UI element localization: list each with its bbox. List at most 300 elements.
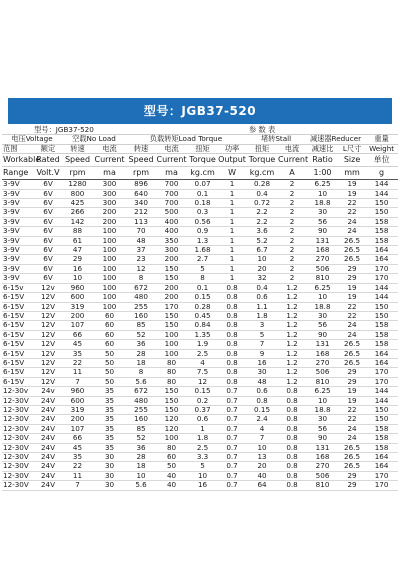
table-cell: 4 [187,358,218,367]
header-en-cell: Workable [2,154,34,167]
table-cell: 6.25 [306,387,339,396]
table-cell: 0.8 [278,434,306,443]
table-row [2,293,398,302]
header-cn-cell: 转速 [126,144,156,153]
table-cell: 18.8 [306,302,339,311]
table-cell: 12-30V [2,424,34,433]
table-cell: 29 [62,255,93,264]
table-cell: 0.8 [218,283,246,292]
table-cell: 60 [93,340,126,349]
table-cell: 45 [62,340,93,349]
table-cell: 150 [365,302,398,311]
table-cell: 30 [93,471,126,480]
table-cell: 12-30V [2,453,34,462]
spec-table-wrapper [2,126,398,491]
table-cell: 30 [306,311,339,320]
table-cell: 22 [339,199,365,208]
table-cell: 35 [93,415,126,424]
table-cell: 319 [62,405,93,414]
table-cell: 158 [365,340,398,349]
table-cell: 29 [339,274,365,283]
header-unit-cell: 1:00 [306,167,339,180]
table-cell: 0.72 [246,199,278,208]
table-cell: 672 [126,283,156,292]
table-cell: 1.8 [246,311,278,320]
table-cell: 144 [365,283,398,292]
table-row [2,180,398,189]
table-cell: 6V [34,246,62,255]
table-cell: 56 [306,321,339,330]
table-cell: 170 [365,274,398,283]
table-cell: 3.3 [187,453,218,462]
spec-table [2,126,398,491]
table-cell: 200 [93,217,126,226]
table-cell: 22 [62,462,93,471]
table-cell: 16 [62,264,93,273]
table-cell: 100 [93,236,126,245]
table-cell: 7 [62,481,93,490]
group-load-torque: 负载转矩Load Torque [126,135,246,144]
header-cn-cell: 范围 [2,144,34,153]
table-cell: 150 [156,405,187,414]
table-cell: 200 [156,283,187,292]
table-cell: 26.5 [339,340,365,349]
table-cell: 1 [218,264,246,273]
table-cell: 6V [34,264,62,273]
table-cell: 12V [34,330,62,339]
table-cell: 12V [34,349,62,358]
header-row-en [2,154,398,167]
table-cell: 12-30V [2,462,34,471]
table-cell: 170 [365,481,398,490]
table-cell: 100 [156,330,187,339]
table-cell: 0.56 [187,217,218,226]
table-cell: 300 [93,199,126,208]
header-en-cell: 单位 [365,154,398,167]
table-cell: 30 [306,208,339,217]
table-cell: 85 [126,424,156,433]
table-cell: 158 [365,321,398,330]
table-cell: 52 [126,330,156,339]
header-en-cell: Current [278,154,306,167]
table-cell: 1.2 [278,349,306,358]
table-cell: 8 [126,368,156,377]
spec-table-body [2,126,398,490]
table-cell: 100 [156,349,187,358]
group-weight: 重量 [365,135,398,144]
table-cell: 2.7 [187,255,218,264]
header-en-cell: Speed [62,154,93,167]
header-en-cell: Output [218,154,246,167]
group-voltage: 电压Voltage [2,135,62,144]
table-cell: 0.8 [218,368,246,377]
table-cell: 80 [156,368,187,377]
table-cell: 19 [339,396,365,405]
table-cell: 24V [34,462,62,471]
table-cell: 12-30V [2,481,34,490]
table-cell: 1 [218,236,246,245]
table-cell: 36 [126,340,156,349]
table-cell: 12V [34,377,62,386]
table-cell: 35 [93,396,126,405]
table-cell: 107 [62,424,93,433]
table-cell: 672 [126,387,156,396]
header-unit-cell: W [218,167,246,180]
table-cell: 1.2 [278,283,306,292]
table-cell: 6-15V [2,340,34,349]
table-cell: 158 [365,217,398,226]
table-cell: 5.6 [126,481,156,490]
table-cell: 6.25 [306,180,339,189]
header-cn-cell: 扭矩 [246,144,278,153]
table-cell: 40 [246,471,278,480]
header-unit-cell: Range [2,167,34,180]
table-cell: 0.8 [278,443,306,452]
table-cell: 100 [93,283,126,292]
table-cell: 1 [218,199,246,208]
table-cell: 300 [156,246,187,255]
table-cell: 37 [126,246,156,255]
table-cell: 158 [365,330,398,339]
table-cell: 107 [62,321,93,330]
table-cell: 168 [306,349,339,358]
header-unit-cell: kg.cm [246,167,278,180]
header-unit-cell: rpm [62,167,93,180]
table-cell: 40 [156,471,187,480]
table-cell: 170 [365,264,398,273]
table-cell: 270 [306,255,339,264]
table-cell: 144 [365,189,398,198]
table-cell: 0.8 [278,471,306,480]
table-cell: 168 [306,453,339,462]
table-cell: 30 [93,453,126,462]
table-cell: 200 [62,311,93,320]
table-cell: 1 [218,255,246,264]
table-cell: 3-9V [2,227,34,236]
table-cell: 30 [93,462,126,471]
table-cell: 3-9V [2,264,34,273]
table-cell: 6-15v [2,283,34,292]
table-cell: 24 [339,321,365,330]
table-cell: 255 [126,405,156,414]
table-cell: 1.2 [278,321,306,330]
table-cell: 10 [187,471,218,480]
table-cell: 3-9V [2,246,34,255]
header-cn-cell: 电流 [93,144,126,153]
table-cell: 100 [93,293,126,302]
table-cell: 0.9 [187,227,218,236]
table-cell: 19 [339,180,365,189]
table-cell: 150 [365,415,398,424]
table-cell: 1.9 [187,340,218,349]
table-cell: 12V [34,293,62,302]
table-row [2,415,398,424]
table-cell: 150 [365,208,398,217]
table-cell: 85 [126,321,156,330]
table-cell: 12V [34,340,62,349]
table-cell: 506 [306,368,339,377]
table-cell: 120 [156,424,187,433]
table-cell: 0.8 [218,340,246,349]
table-cell: 0.8 [246,396,278,405]
table-cell: 3-9V [2,217,34,226]
table-cell: 2 [278,264,306,273]
table-cell: 0.7 [218,462,246,471]
table-cell: 2 [278,189,306,198]
table-cell: 8 [126,274,156,283]
table-cell: 500 [156,208,187,217]
table-cell: 64 [246,481,278,490]
table-cell: 10 [306,396,339,405]
table-cell: 158 [365,227,398,236]
table-cell: 0.37 [187,405,218,414]
table-cell: 0.2 [187,396,218,405]
table-cell: 60 [156,453,187,462]
table-cell: 12-30V [2,415,34,424]
table-cell: 2 [278,199,306,208]
group-reducer: 减速器Reducer [306,135,365,144]
table-cell: 1 [218,274,246,283]
group-no-load: 空载No Load [62,135,126,144]
table-cell: 18.8 [306,405,339,414]
table-cell: 0.8 [218,311,246,320]
table-cell: 506 [306,264,339,273]
table-cell: 24V [34,396,62,405]
table-cell: 480 [126,396,156,405]
table-cell: 0.8 [218,330,246,339]
table-cell: 47 [62,246,93,255]
table-cell: 160 [126,311,156,320]
table-cell: 22 [62,358,93,367]
table-cell: 24V [34,424,62,433]
table-cell: 16 [246,358,278,367]
table-cell: 3-9V [2,180,34,189]
table-cell: 10 [246,255,278,264]
table-cell: 13 [246,453,278,462]
table-cell: 24V [34,453,62,462]
table-cell: 150 [365,311,398,320]
param-table-label: 参 数 表 [126,126,398,135]
table-cell: 6-15V [2,358,34,367]
table-cell: 700 [156,189,187,198]
table-cell: 12V [34,311,62,320]
header-cn-cell: 额定 [34,144,62,153]
table-cell: 1280 [62,180,93,189]
table-cell: 300 [93,189,126,198]
table-cell: 400 [156,227,187,236]
header-cn-cell: 电流 [278,144,306,153]
table-cell: 0.8 [278,415,306,424]
table-cell: 10 [246,443,278,452]
table-cell: 24V [34,415,62,424]
table-cell: 6.7 [246,246,278,255]
table-cell: 0.7 [218,387,246,396]
table-cell: 0.6 [246,293,278,302]
table-row [2,255,398,264]
table-cell: 9 [246,349,278,358]
table-cell: 29 [339,264,365,273]
table-cell: 90 [306,227,339,236]
table-cell: 6-15V [2,377,34,386]
table-cell: 2 [278,236,306,245]
table-cell: 22 [339,405,365,414]
table-cell: 170 [365,471,398,480]
table-cell: 24 [339,217,365,226]
table-cell: 960 [62,387,93,396]
table-cell: 150 [365,405,398,414]
table-cell: 0.7 [218,415,246,424]
table-cell: 50 [93,358,126,367]
table-cell: 0.4 [246,283,278,292]
table-cell: 3-9V [2,208,34,217]
table-cell: 0.8 [218,358,246,367]
table-cell: 0.7 [218,424,246,433]
table-cell: 12v [34,283,62,292]
table-cell: 80 [156,377,187,386]
table-cell: 18 [126,358,156,367]
header-en-cell: Torque [246,154,278,167]
table-cell: 24 [339,227,365,236]
table-cell: 1.2 [278,302,306,311]
table-cell: 28 [126,349,156,358]
table-cell: 35 [62,453,93,462]
table-cell: 70 [126,227,156,236]
table-cell: 266 [62,208,93,217]
header-unit-cell: ma [156,167,187,180]
table-cell: 56 [306,424,339,433]
table-cell: 61 [62,236,93,245]
table-cell: 319 [62,302,93,311]
table-cell: 300 [93,180,126,189]
table-cell: 150 [156,387,187,396]
table-cell: 158 [365,434,398,443]
table-cell: 2 [278,227,306,236]
table-cell: 3-9V [2,199,34,208]
header-cn-cell: L尺寸 [339,144,365,153]
table-cell: 5.2 [246,236,278,245]
table-cell: 100 [156,434,187,443]
table-cell: 131 [306,236,339,245]
table-cell: 150 [156,321,187,330]
header-unit-cell: mm [339,167,365,180]
table-cell: 158 [365,443,398,452]
table-cell: 0.7 [218,471,246,480]
table-cell: 12-30V [2,405,34,414]
table-cell: 100 [93,302,126,311]
table-cell: 3.6 [246,227,278,236]
table-cell: 1 [218,246,246,255]
table-cell: 50 [93,368,126,377]
table-cell: 700 [156,180,187,189]
table-cell: 26.5 [339,246,365,255]
table-cell: 0.8 [278,424,306,433]
table-cell: 200 [93,208,126,217]
table-cell: 0.28 [187,302,218,311]
table-cell: 150 [365,199,398,208]
table-cell: 26.5 [339,236,365,245]
table-cell: 425 [62,199,93,208]
table-cell: 8 [187,274,218,283]
table-cell: 4 [246,424,278,433]
header-row-units [2,167,398,180]
table-cell: 88 [62,227,93,236]
table-cell: 0.4 [246,189,278,198]
table-cell: 810 [306,274,339,283]
table-cell: 158 [365,424,398,433]
table-cell: 6V [34,208,62,217]
table-cell: 350 [156,236,187,245]
table-cell: 66 [62,330,93,339]
table-cell: 26.5 [339,358,365,367]
table-cell: 0.8 [278,396,306,405]
table-cell: 23 [126,255,156,264]
table-cell: 0.8 [278,405,306,414]
table-cell: 32 [246,274,278,283]
header-row-cn [2,144,398,153]
table-cell: 3-9V [2,274,34,283]
table-cell: 6-15V [2,330,34,339]
table-cell: 24V [34,405,62,414]
table-cell: 6V [34,227,62,236]
table-cell: 24 [339,434,365,443]
table-cell: 60 [93,330,126,339]
table-cell: 30 [306,415,339,424]
table-cell: 19 [339,189,365,198]
table-cell: 29 [339,377,365,386]
table-cell: 50 [93,377,126,386]
table-cell: 35 [93,443,126,452]
table-cell: 144 [365,396,398,405]
table-cell: 19 [339,387,365,396]
table-cell: 506 [306,471,339,480]
table-cell: 0.7 [218,434,246,443]
table-cell: 1.8 [187,434,218,443]
group-stall: 堵转Stall [246,135,306,144]
table-cell: 19 [339,293,365,302]
table-cell: 150 [156,396,187,405]
table-cell: 0.3 [187,208,218,217]
table-cell: 24V [34,481,62,490]
table-cell: 131 [306,340,339,349]
table-row [2,227,398,236]
table-cell: 6V [34,236,62,245]
table-cell: 131 [306,443,339,452]
table-cell: 480 [126,293,156,302]
header-cn-cell: 减速比 [306,144,339,153]
table-cell: 24v [34,387,62,396]
table-cell: 6-15V [2,293,34,302]
table-cell: 1.68 [187,246,218,255]
table-cell: 144 [365,387,398,396]
table-cell: 150 [156,274,187,283]
table-cell: 35 [93,405,126,414]
table-cell: 150 [156,264,187,273]
model-label: 型号：JGB37-520 [2,126,126,135]
table-cell: 12-30v [2,387,34,396]
table-cell: 29 [339,471,365,480]
header-en-cell: Current [156,154,187,167]
table-cell: 24 [339,330,365,339]
table-cell: 50 [156,462,187,471]
table-cell: 0.84 [187,321,218,330]
table-cell: 600 [62,293,93,302]
table-cell: 6V [34,217,62,226]
table-cell: 0.7 [218,443,246,452]
table-row [2,481,398,490]
header-unit-cell: Volt.V [34,167,62,180]
table-cell: 0.6 [246,387,278,396]
table-row [2,208,398,217]
